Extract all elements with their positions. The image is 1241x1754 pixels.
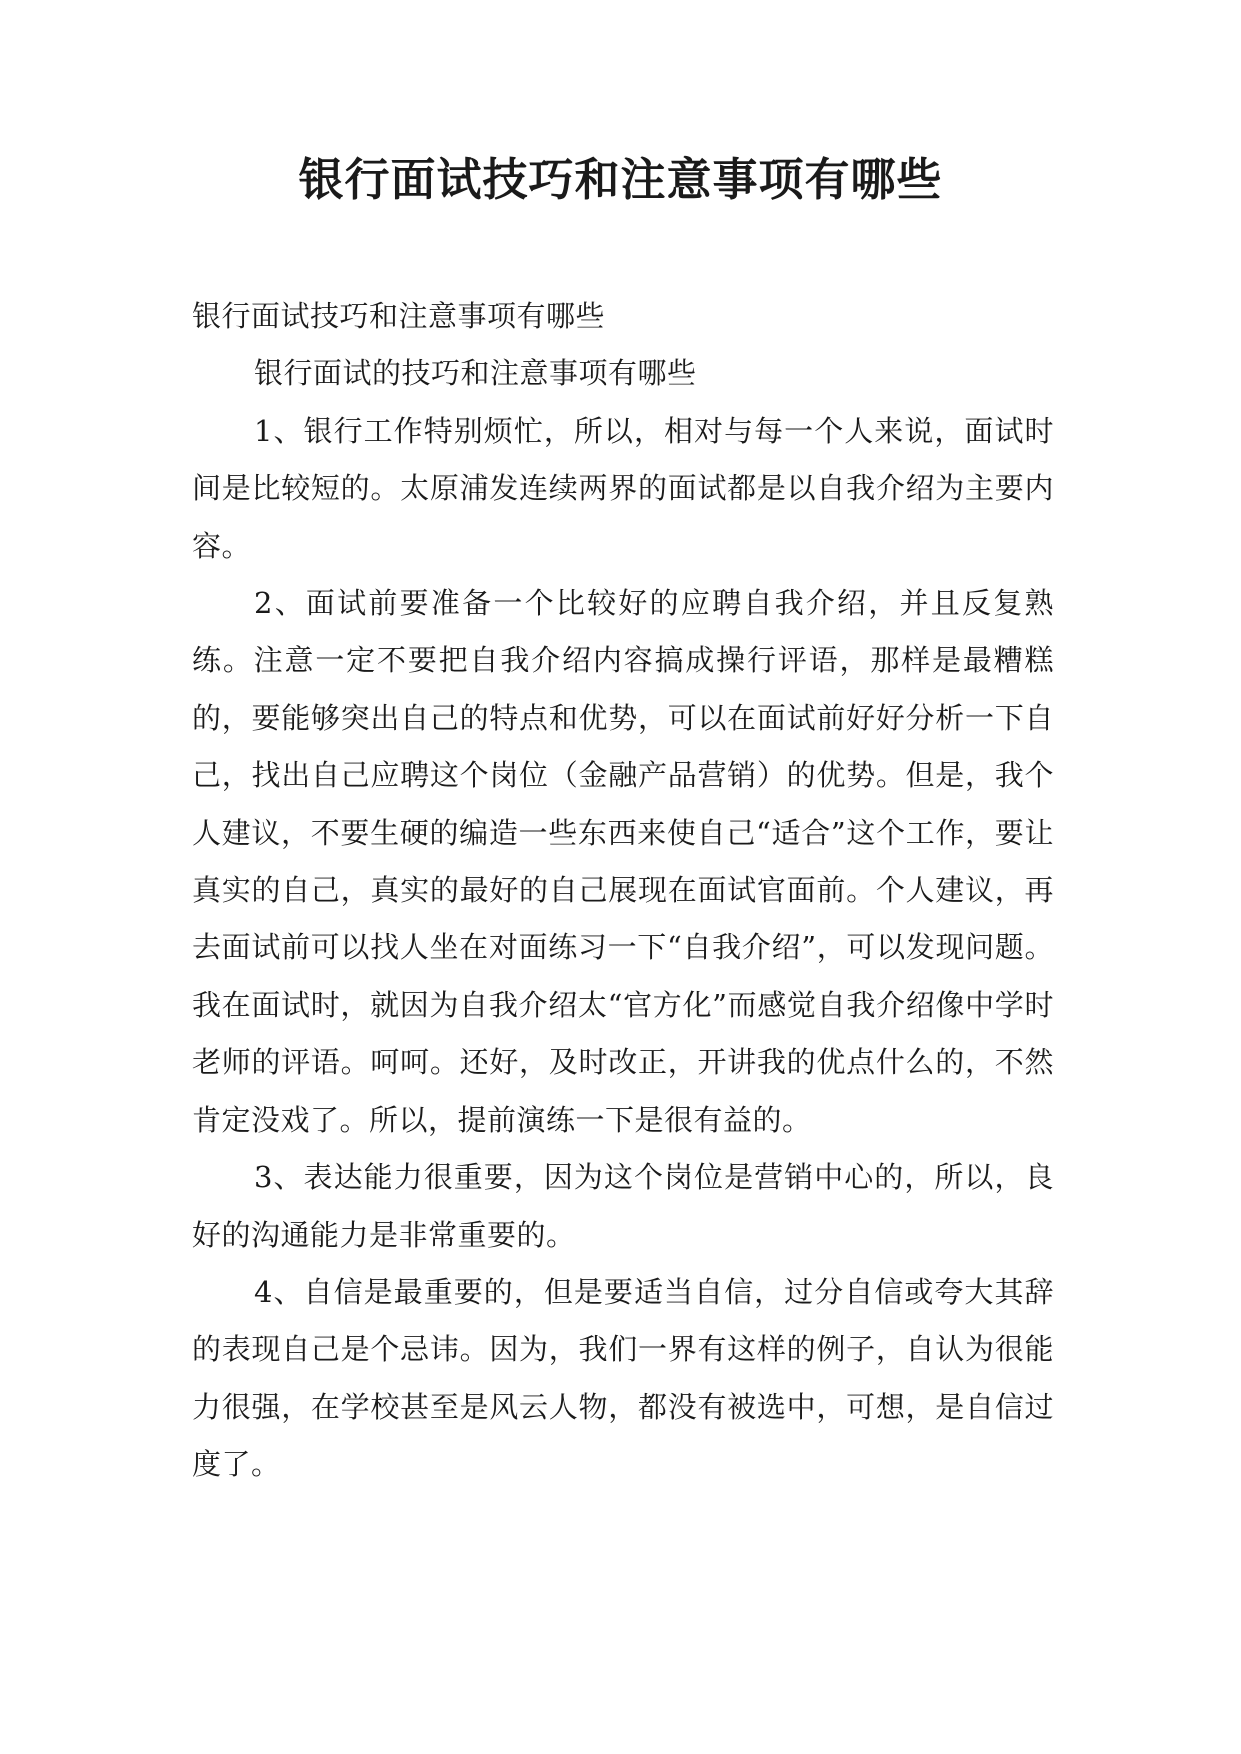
paragraph-heading: 银行面试技巧和注意事项有哪些 (192, 299, 606, 333)
paragraph-point-1: 1、银行工作特别烦忙，所以，相对与每一个人来说，面试时间是比较短的。太原浦发连续两界的面试都是以自我介绍为主要内容。 (192, 413, 1054, 563)
document-title: 银行面试技巧和注意事项有哪些 (298, 153, 943, 206)
paragraph-subheading: 银行面试的技巧和注意事项有哪些 (254, 356, 697, 391)
paragraph-point-4: 4、自信是最重要的，但是要适当自信，过分自信或夸大其辞的表现自己是个忌讳。因为，我们一界有这样的例子，自认为很能力很强，在学校甚至是风云人物，都没有被选中，可想，是自信过度了。 (192, 1274, 1054, 1482)
document-body (192, 288, 1054, 1494)
paragraph-point-3: 3、表达能力很重要，因为这个岗位是营销中心的，所以，良好的沟通能力是非常重要的。 (192, 1160, 1054, 1252)
paragraph-point-2: 2、面试前要准备一个比较好的应聘自我介绍，并且反复熟练。注意一定不要把自我介绍内容搞成操行评语，那样是最糟糕的，要能够突出自己的特点和优势，可以在面试前好好分析一下自己，找出自己应聘这个岗位（金融产品营销）的优势。但是，我个人建议，不要生硬的编造一些东西来使自己“适合”这个工作，要让真实的自己，真实的最好的自己展现在面试官面前。个人建议，再去面试前可以找人坐在对面练习一下“自我介绍”，可以发现问题。我在面试时，就因为自我介绍太“官方化”而感觉自我介绍像中学时老师的评语。呵呵。还好，及时改正，开讲我的优点什么的，不然肯定没戏了。所以，提前演练一下是很有益的。 (192, 586, 1054, 1137)
